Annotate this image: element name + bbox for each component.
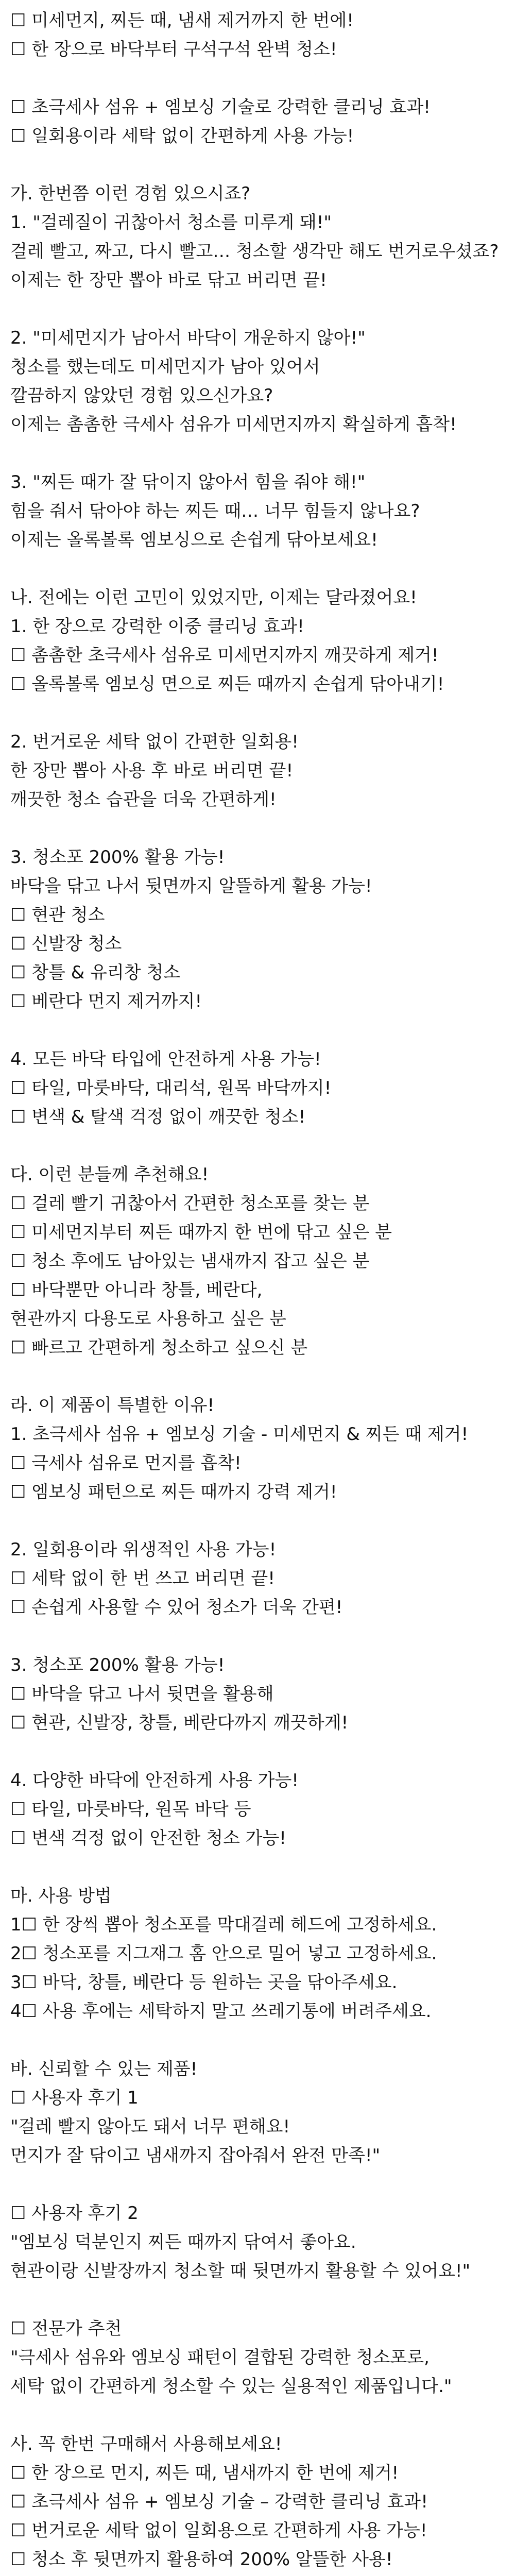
blank-line xyxy=(10,439,505,468)
text-line: 3. "찌든 때가 잘 닦이지 않아서 힘을 줘야 해!" xyxy=(10,472,366,493)
blank-line xyxy=(10,2026,505,2055)
text-line: 바닥을 닦고 나서 뒷면까지 알뜰하게 활용 가능! xyxy=(10,876,372,896)
text-line: ☐ 빠르고 간편하게 청소하고 싶으신 분 xyxy=(10,1337,308,1358)
text-line: 청소를 했는데도 미세먼지가 남아 있어서 xyxy=(10,357,320,377)
text-line: 나. 전에는 이런 고민이 있었지만, 이제는 달라졌어요! xyxy=(10,587,417,608)
text-line: ☐ 올록볼록 엠보싱 면으로 찌든 때까지 손쉽게 닦아내기! xyxy=(10,674,444,694)
blank-line xyxy=(10,64,505,93)
blank-line xyxy=(10,2574,505,2576)
text-line: "걸레 빨지 않아도 돼서 너무 편해요! xyxy=(10,2116,290,2137)
text-line: 2. 일회용이라 위생적인 사용 가능! xyxy=(10,1539,277,1560)
text-line: ☐ 엠보싱 패턴으로 찌든 때까지 강력 제거! xyxy=(10,1482,337,1502)
text-line: ☐ 신발장 청소 xyxy=(10,934,122,954)
text-line: 이제는 올록볼록 엠보싱으로 손쉽게 닦아보세요! xyxy=(10,530,378,550)
text-line: 2. 번거로운 세탁 없이 간편한 일회용! xyxy=(10,732,299,752)
text-line: 현관이랑 신발장까지 청소할 때 뒷면까지 활용할 수 있어요!" xyxy=(10,2261,471,2281)
text-line: 깨끗한 청소 습관을 더욱 간편하게! xyxy=(10,789,277,810)
text-line: ☐ 바닥을 닦고 나서 뒷면을 활용해 xyxy=(10,1684,274,1704)
blank-line xyxy=(10,1506,505,1535)
text-line: ☐ 촘촘한 초극세사 섬유로 미세먼지까지 깨끗하게 제거! xyxy=(10,645,439,666)
text-line: ☐ 번거로운 세탁 없이 일회용으로 간편하게 사용 가능! xyxy=(10,2520,427,2541)
text-line: ☐ 타일, 마룻바닥, 원목 바닥 등 xyxy=(10,1799,251,1820)
blank-line xyxy=(10,1016,505,1045)
text-line: ☐ 극세사 섬유로 먼지를 흡착! xyxy=(10,1453,242,1473)
text-line: ☐ 청소 후 뒷면까지 활용하여 200% 알뜰한 사용! xyxy=(10,2549,393,2570)
blank-line xyxy=(10,1853,505,1882)
text-line: ☐ 청소 후에도 남아있는 냄새까지 잡고 싶은 분 xyxy=(10,1251,370,1272)
text-line: 1. 초극세사 섬유 + 엠보싱 기술 - 미세먼지 & 찌든 때 제거! xyxy=(10,1424,469,1445)
text-line: 이제는 한 장만 뽑아 바로 닦고 버리면 끝! xyxy=(10,270,327,291)
text-line: 2. "미세먼지가 남아서 바닥이 개운하지 않아!" xyxy=(10,328,366,348)
blank-line xyxy=(10,2170,505,2199)
text-line: ☐ 세탁 없이 한 번 쓰고 버리면 끝! xyxy=(10,1568,275,1589)
text-line: 가. 한번쯤 이런 경험 있으시죠? xyxy=(10,183,251,204)
text-line: 깔끔하지 않았던 경험 있으신가요? xyxy=(10,385,273,406)
text-line: ☐ 현관, 신발장, 창틀, 베란다까지 깨끗하게! xyxy=(10,1713,349,1733)
blank-line xyxy=(10,1622,505,1651)
text-line: 한 장만 뽑아 사용 후 바로 버리면 끝! xyxy=(10,760,294,781)
blank-line xyxy=(10,295,505,324)
blank-line xyxy=(10,1737,505,1766)
text-line: 3. 청소포 200% 활용 가능! xyxy=(10,847,225,868)
text-line: "극세사 섬유와 엠보싱 패턴이 결합된 강력한 청소포로, xyxy=(10,2347,430,2368)
text-line: ☐ 사용자 후기 2 xyxy=(10,2203,139,2224)
text-line: 3. 청소포 200% 활용 가능! xyxy=(10,1655,225,1675)
text-line: 먼지가 잘 닦이고 냄새까지 잡아줘서 완전 만족!" xyxy=(10,2145,381,2166)
blank-line xyxy=(10,814,505,843)
text-line: ☐ 바닥뿐만 아니라 창틀, 베란다, xyxy=(10,1280,263,1300)
text-line: ☐ 한 장으로 먼지, 찌든 때, 냄새까지 한 번에 제거! xyxy=(10,2463,399,2483)
text-line: 4☐ 사용 후에는 세탁하지 말고 쓰레기통에 버려주세요. xyxy=(10,2001,432,2022)
text-line: 사. 꼭 한번 구매해서 사용해보세요! xyxy=(10,2434,282,2454)
text-line: ☐ 타일, 마룻바닥, 대리석, 원목 바닥까지! xyxy=(10,1078,332,1098)
text-line: ☐ 사용자 후기 1 xyxy=(10,2088,139,2108)
text-line: ☐ 전문가 추천 xyxy=(10,2318,122,2339)
text-line: 다. 이런 분들께 추천해요! xyxy=(10,1164,209,1185)
text-line: 라. 이 제품이 특별한 이유! xyxy=(10,1395,215,1416)
text-line: 마. 사용 방법 xyxy=(10,1886,112,1906)
blank-line xyxy=(10,150,505,179)
blank-line xyxy=(10,699,505,727)
text-line: 바. 신뢰할 수 있는 제품! xyxy=(10,2059,198,2079)
text-line: ☐ 변색 & 탈색 걱정 없이 깨끗한 청소! xyxy=(10,1107,306,1127)
text-line: 힘을 줘서 닦아야 하는 찌든 때… 너무 힘들지 않나요? xyxy=(10,501,420,521)
text-line: 1☐ 한 장씩 뽑아 청소포를 막대걸레 헤드에 고정하세요. xyxy=(10,1914,437,1935)
text-line: ☐ 변색 걱정 없이 안전한 청소 가능! xyxy=(10,1828,286,1849)
text-line: ☐ 현관 청소 xyxy=(10,905,105,925)
text-line: 4. 모든 바닥 타입에 안전하게 사용 가능! xyxy=(10,1049,321,1070)
text-line: 현관까지 다용도로 사용하고 싶은 분 xyxy=(10,1309,286,1329)
blank-line xyxy=(10,1362,505,1391)
blank-line xyxy=(10,2285,505,2314)
blank-line xyxy=(10,2401,505,2430)
blank-line xyxy=(10,1131,505,1160)
text-line: 이제는 촘촘한 극세사 섬유가 미세먼지까지 확실하게 흡착! xyxy=(10,414,457,435)
text-line: ☐ 걸레 빨기 귀찮아서 간편한 청소포를 찾는 분 xyxy=(10,1193,370,1214)
text-line: "엠보싱 덕분인지 찌든 때까지 닦여서 좋아요. xyxy=(10,2232,356,2252)
text-line: ☐ 초극세사 섬유 + 엠보싱 기술로 강력한 클리닝 효과! xyxy=(10,97,431,117)
text-line: ☐ 미세먼지, 찌든 때, 냄새 제거까지 한 번에! xyxy=(10,10,354,31)
text-line: ☐ 창틀 & 유리창 청소 xyxy=(10,962,181,983)
text-line: ☐ 한 장으로 바닥부터 구석구석 완벽 청소! xyxy=(10,39,337,60)
text-line: 1. "걸레질이 귀찮아서 청소를 미루게 돼!" xyxy=(10,212,332,233)
text-line: ☐ 미세먼지부터 찌든 때까지 한 번에 닦고 싶은 분 xyxy=(10,1222,392,1243)
text-line: ☐ 일회용이라 세탁 없이 간편하게 사용 가능! xyxy=(10,126,354,146)
text-line: ☐ 손쉽게 사용할 수 있어 청소가 더욱 간편! xyxy=(10,1597,343,1618)
blank-line xyxy=(10,554,505,583)
text-line: 3☐ 바닥, 창틀, 베란다 등 원하는 곳을 닦아주세요. xyxy=(10,1972,398,1993)
text-line: 세탁 없이 간편하게 청소할 수 있는 실용적인 제품입니다." xyxy=(10,2376,452,2397)
text-line: 걸레 빨고, 짜고, 다시 빨고… 청소할 생각만 해도 번거로우셨죠? xyxy=(10,241,499,262)
text-line: ☐ 초극세사 섬유 + 엠보싱 기술 – 강력한 클리닝 효과! xyxy=(10,2492,428,2512)
text-line: 2☐ 청소포를 지그재그 홈 안으로 밀어 넣고 고정하세요. xyxy=(10,1943,437,1964)
text-line: ☐ 베란다 먼지 제거까지! xyxy=(10,991,202,1012)
text-line: 4. 다양한 바닥에 안전하게 사용 가능! xyxy=(10,1770,299,1791)
text-line: 1. 한 장으로 강력한 이중 클리닝 효과! xyxy=(10,616,304,637)
